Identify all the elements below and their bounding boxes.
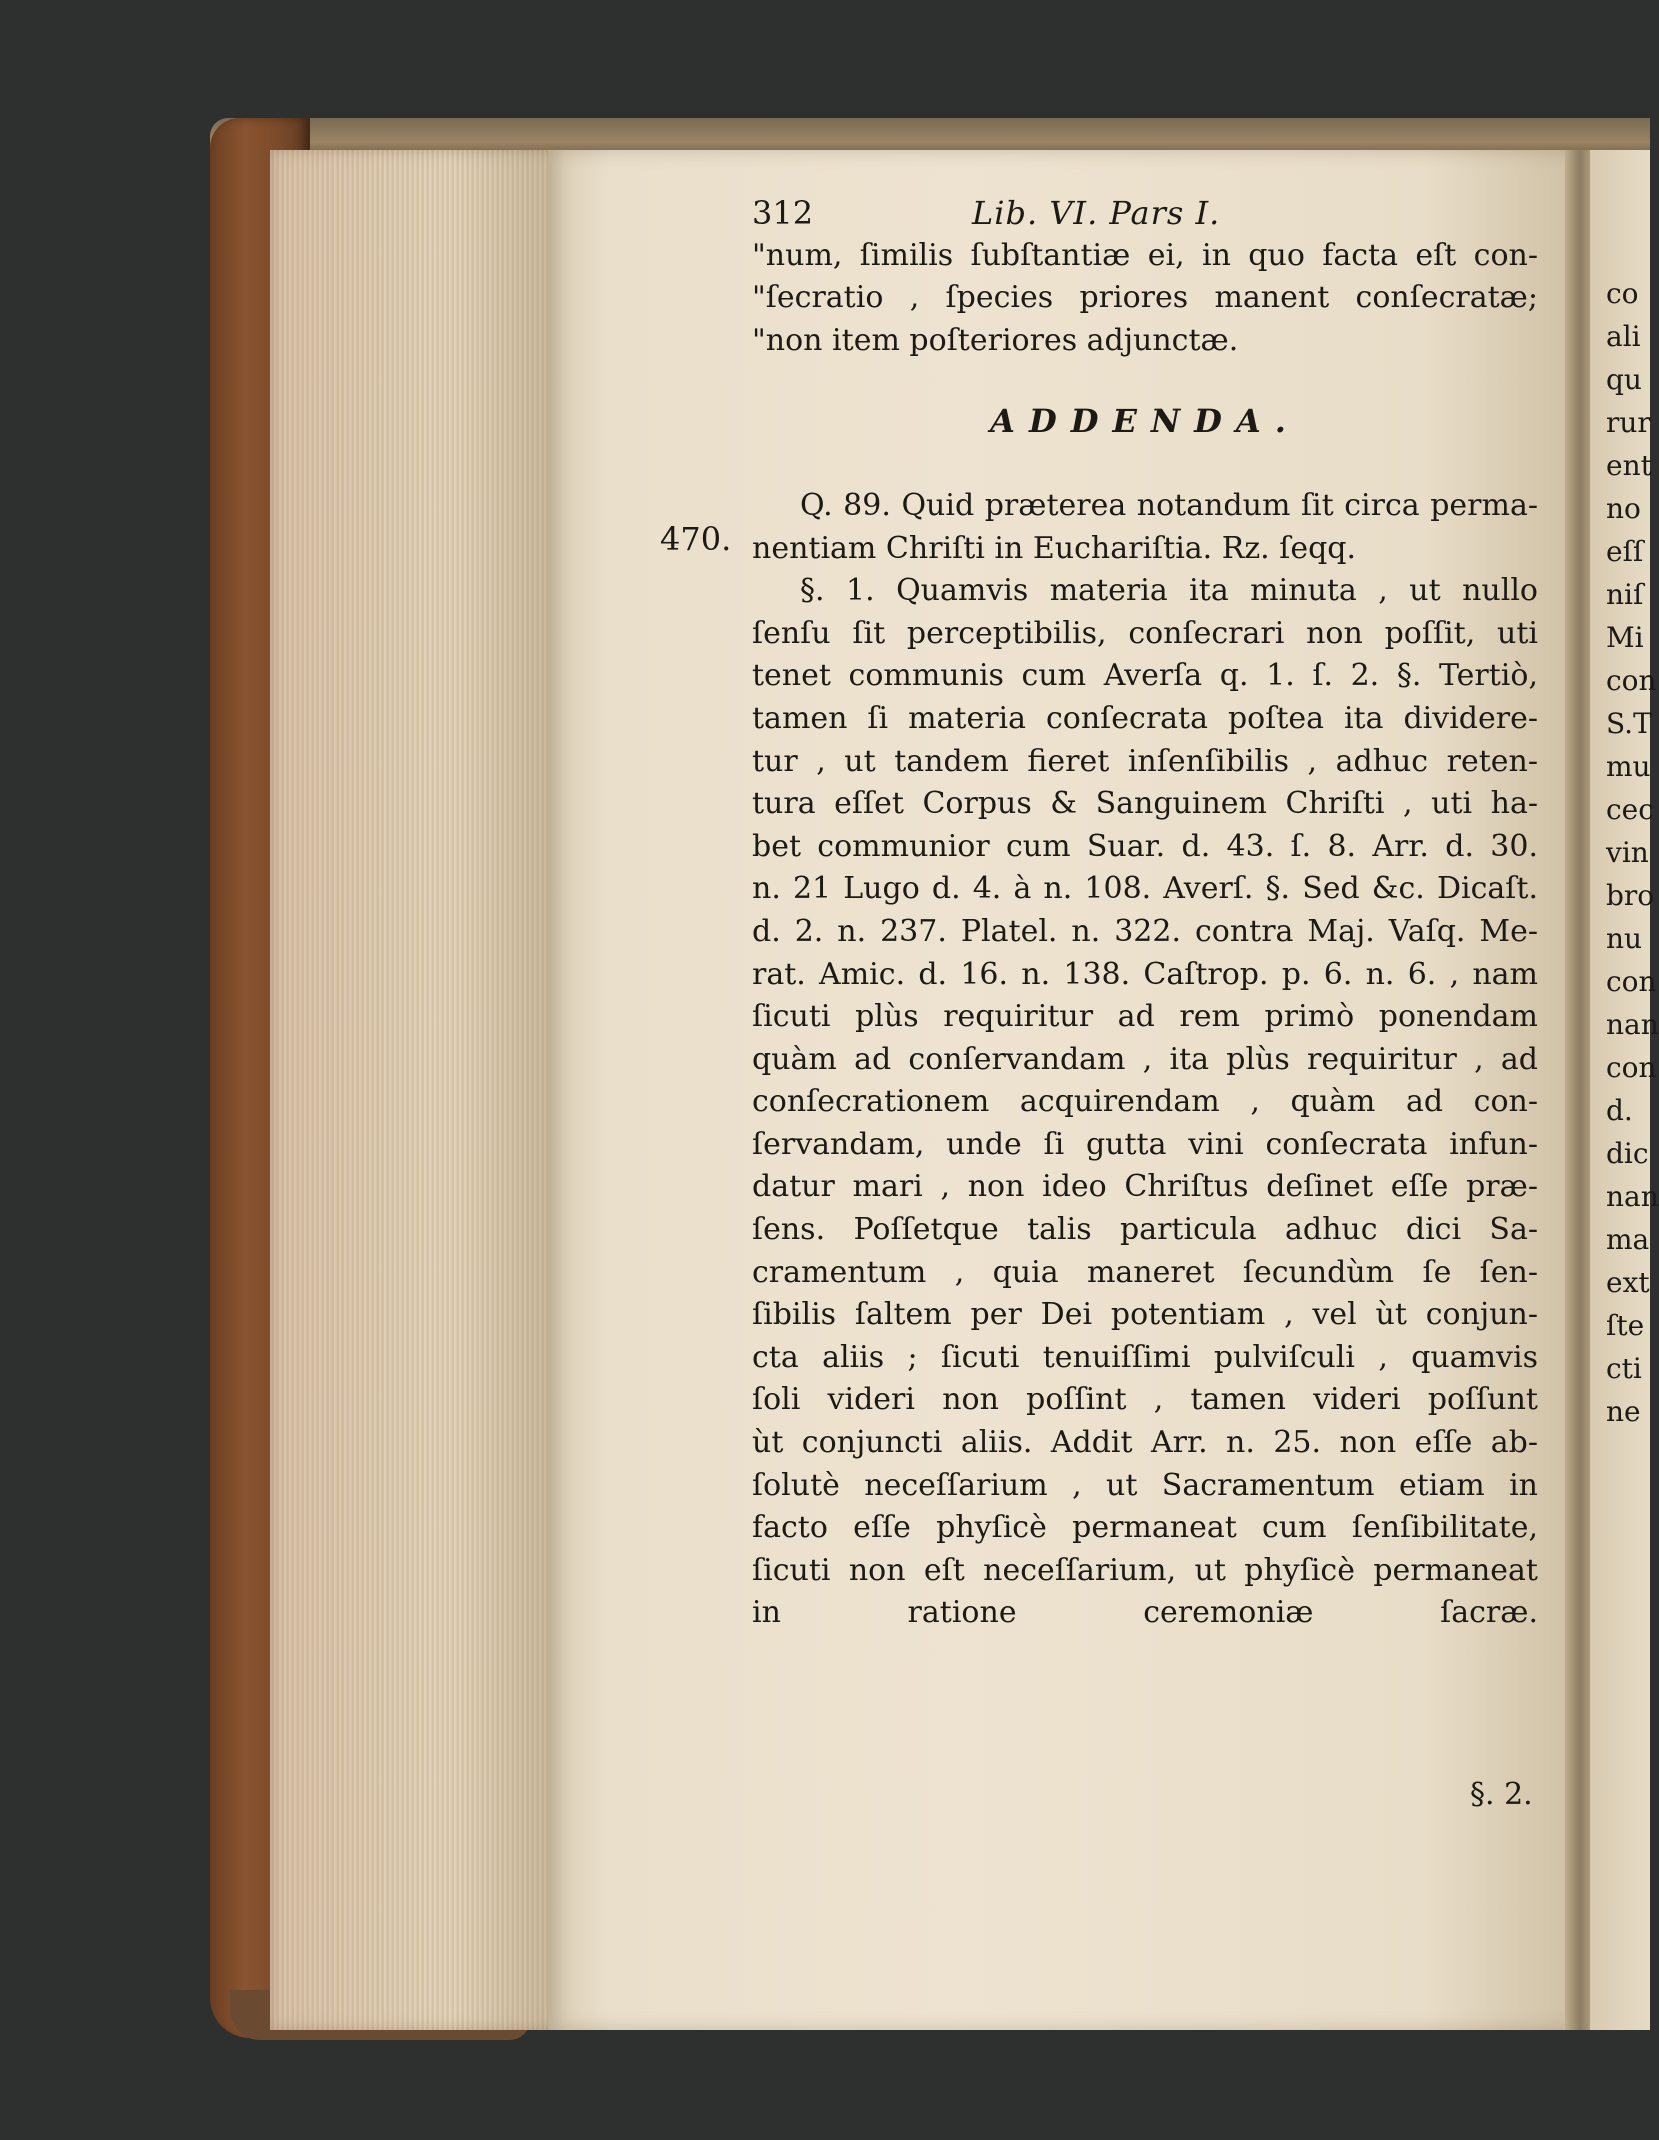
text-line: ſicuti non eſt neceſſarium, ut phyſicè permaneat [752, 1552, 1538, 1588]
fragment: Mi [1606, 621, 1644, 654]
text-line: "non item poſteriores adjunctæ. [752, 322, 1239, 358]
text-line: ſoli videri non poſſint , tamen videri poſſunt [752, 1382, 1538, 1418]
page-block-edges [270, 150, 570, 2030]
text-line: ſolutè neceſſarium , ut Sacramentum etiam in [752, 1467, 1538, 1503]
text-line: bet communior cum Suar. d. 43. ſ. 8. Arr. d. 30. [752, 828, 1538, 864]
running-head: Lib. VI. Pars I. [972, 194, 1221, 232]
text-line: tura eſſet Corpus & Sanguinem Chriſti , uti ha- [752, 786, 1538, 822]
fragment: no [1606, 492, 1641, 525]
fragment: con [1606, 965, 1657, 998]
fragment: ext [1606, 1266, 1650, 1299]
fragment: dic [1606, 1137, 1649, 1170]
fragment: d. [1606, 1094, 1633, 1127]
text-line: "num, ſimilis ſubſtantiæ ei, in quo facta eſt con- [752, 237, 1538, 273]
fragment: cti [1606, 1352, 1642, 1385]
fragment: rur [1606, 406, 1651, 439]
text-line: ſenſu ſit perceptibilis, conſecrari non poſſit, uti [752, 615, 1538, 651]
text-line: facto eſſe phyſicè permaneat cum ſenſibilitate, [752, 1510, 1538, 1546]
text-line: ùt conjuncti aliis. Addit Arr. n. 25. non eſſe ab- [752, 1425, 1538, 1461]
text-line: n. 21 Lugo d. 4. à n. 108. Averſ. §. Sed &c. Dicaſt. [752, 871, 1538, 907]
text-line: tamen ſi materia conſecrata poſtea ita dividere- [752, 700, 1538, 736]
fragment: nan [1606, 1180, 1659, 1213]
fragment: ent [1606, 449, 1652, 482]
fragment: co [1606, 277, 1639, 310]
fragment: cec [1606, 793, 1654, 826]
text-line: rat. Amic. d. 16. n. 138. Caſtrop. p. 6. n. 6. , nam [752, 956, 1538, 992]
fragment: nu [1606, 922, 1643, 955]
fragment: ne [1606, 1395, 1641, 1428]
text-line: cta aliis ; ſicuti tenuiſſimi pulviſculi , quamvis [752, 1339, 1538, 1375]
fragment: ma [1606, 1223, 1650, 1256]
text-line: nentiam Chriſti in Euchariſtia. Rz. ſeqq. [752, 530, 1357, 566]
text-line: "ſecratio , ſpecies priores manent conſecratæ; [752, 280, 1538, 316]
fragment: ali [1606, 320, 1641, 353]
fragment: nan [1606, 1008, 1659, 1041]
margin-number: 470. [660, 520, 732, 558]
fragment: con [1606, 664, 1657, 697]
page-text [752, 192, 1538, 1635]
text-line: ſibilis ſaltem per Dei potentiam , vel ùt conjun- [752, 1297, 1538, 1333]
fragment: con [1606, 1051, 1657, 1084]
text-line: cramentum , quia maneret ſecundùm ſe ſen- [752, 1254, 1538, 1290]
text-line: datur mari , non ideo Chriſtus deſinet eſſe præ- [752, 1169, 1538, 1205]
text-line: ſens. Poſſetque talis particula adhuc dici Sa- [752, 1212, 1538, 1248]
section-heading: ADDENDA. [990, 402, 1300, 441]
right-page-text-fragments [1606, 272, 1659, 1433]
catchword: §. 2. [1470, 1777, 1533, 1812]
page-number: 312 [752, 194, 814, 232]
fragment: bro [1606, 879, 1655, 912]
fragment: S.T [1606, 707, 1652, 740]
text-line: ſervandam, unde ſi gutta vini conſecrata infun- [752, 1126, 1538, 1162]
text-line: quàm ad conſervandam , ita plùs requiritur , ad [752, 1041, 1538, 1077]
text-line: d. 2. n. 237. Platel. n. 322. contra Maj. Vaſq. Me- [752, 913, 1538, 949]
text-line: in ratione ceremoniæ ſacræ. [752, 1595, 1538, 1631]
fragment: vin [1606, 836, 1649, 869]
text-line: ſicuti plùs requiritur ad rem primò ponendam [752, 999, 1538, 1035]
text-line: tenet communis cum Averſa q. 1. ſ. 2. §. Tertiò, [752, 658, 1538, 694]
fragment: eſſ [1606, 535, 1644, 568]
fragment: niſ [1606, 578, 1644, 611]
fragment: ſte [1606, 1309, 1645, 1342]
fragment: qu [1606, 363, 1642, 396]
page-header [752, 192, 1538, 235]
fragment: mu [1606, 750, 1651, 783]
text-line: §. 1. Quamvis materia ita minuta , ut nullo [800, 573, 1538, 609]
text-line: conſecrationem acquirendam , quàm ad con- [752, 1084, 1538, 1120]
text-line: Q. 89. Quid præterea notandum ſit circa perma- [800, 487, 1538, 523]
text-line: tur , ut tandem fieret inſenſibilis , adhuc reten- [752, 743, 1538, 779]
